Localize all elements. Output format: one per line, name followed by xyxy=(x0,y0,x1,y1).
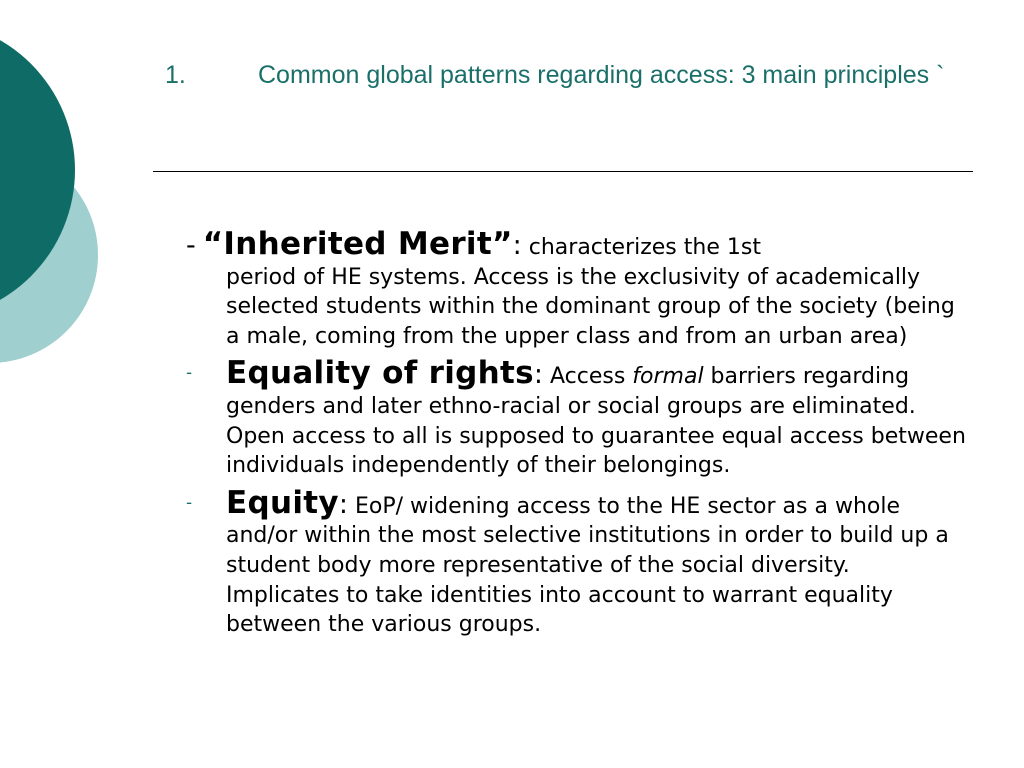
bullet-dash: - xyxy=(186,492,193,513)
list-item-inherited-merit xyxy=(186,226,966,351)
term-equity: Equity xyxy=(226,484,339,521)
colon: : xyxy=(512,230,522,261)
list-item-equity xyxy=(186,484,966,640)
bullet-list xyxy=(186,226,966,640)
term-equality-of-rights: Equality of rights xyxy=(226,355,534,392)
colon: : xyxy=(533,359,543,391)
bullet-dash: - xyxy=(186,363,193,384)
item-text-before: Access xyxy=(542,364,633,390)
item-text-after: barriers regarding genders and later ethno-racial or social groups are eliminated. Open access to all is supposed to guarantee equal access between individuals independently of their belongings. xyxy=(226,364,966,479)
colon: : xyxy=(338,488,348,520)
term-inherited-merit: “Inherited Merit” xyxy=(202,226,513,262)
title-number: 1. xyxy=(165,61,186,89)
item-text: EoP/ widening access to the HE sector as a whole and/or within the most selective institutions in order to build up a student body more representative of the social diversity. Implicates to take identities into account to warrant equality between the various groups. xyxy=(226,493,949,638)
title-text: Common global patterns regarding access: 3 main principles ` xyxy=(258,61,945,89)
title-divider xyxy=(153,171,973,172)
decorative-circles xyxy=(0,0,110,400)
item-first-line-text: characterizes the 1st xyxy=(521,235,761,260)
item-text: period of HE systems. Access is the exclusivity of academically selected students within the dominant group of the society (being a male, coming from the upper class and from an urban area) xyxy=(226,264,955,349)
first-line xyxy=(186,226,966,263)
list-item-equality-of-rights xyxy=(186,355,966,480)
dash: - xyxy=(186,230,196,261)
item-text-italic: formal xyxy=(632,364,704,390)
slide-title xyxy=(165,58,945,92)
